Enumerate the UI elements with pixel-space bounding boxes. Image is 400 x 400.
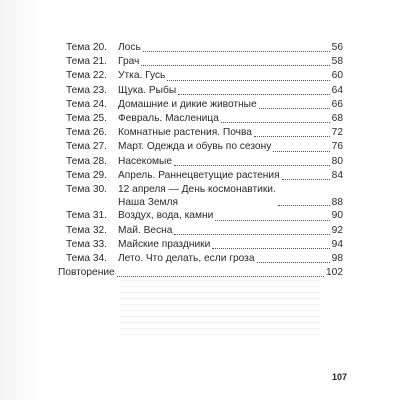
toc-topic-title: Апрель. Раннецветущие растения — [118, 169, 280, 181]
toc-review-title: Повторение — [58, 267, 115, 279]
toc-entry — [58, 55, 343, 69]
toc-topic-number: Тема 24. — [66, 98, 108, 110]
toc-page-number: 72 — [331, 127, 343, 139]
dot-leader — [167, 80, 329, 81]
toc-topic-title: Насекомые — [118, 155, 173, 167]
toc-page-number: 88 — [331, 197, 343, 209]
toc-topic-title: Грач — [118, 56, 140, 68]
toc-topic-title: Лось — [118, 42, 141, 53]
toc-page-number: 80 — [331, 155, 343, 167]
dot-leader — [143, 51, 330, 52]
toc-entry — [58, 155, 343, 169]
dot-leader — [257, 262, 330, 263]
toc-topic-number: Тема 32. — [66, 224, 108, 236]
toc-topic-title: Щука. Рыбы — [118, 84, 177, 96]
toc-entry — [58, 252, 343, 266]
toc-entry — [58, 69, 343, 83]
toc-page-number: 84 — [331, 169, 343, 181]
page-folio-number: 107 — [332, 372, 348, 382]
toc-page-number: 56 — [331, 42, 343, 53]
toc-topic-title: Воздух, вода, камни — [118, 210, 214, 222]
toc-page-number: 66 — [331, 98, 343, 110]
dot-leader — [141, 65, 329, 66]
toc-page-number: 76 — [331, 141, 343, 153]
toc-page-number: 98 — [331, 253, 343, 265]
toc-topic-title-line1: 12 апреля — День космонавтики. — [118, 184, 276, 196]
toc-entry — [58, 126, 343, 140]
toc-topic-number: Тема 21. — [66, 56, 108, 68]
toc-topic-number: Тема 27. — [66, 141, 108, 153]
toc-entry — [58, 169, 343, 183]
toc-entry — [58, 41, 343, 55]
toc-topic-number: Тема 26. — [66, 127, 108, 139]
toc-topic-title: Домашние и дикие животные — [118, 98, 257, 110]
toc-page-number: 90 — [331, 210, 343, 222]
toc-entry — [58, 209, 343, 223]
toc-topic-title: Утка. Гусь — [118, 70, 166, 82]
dot-leader — [215, 220, 329, 221]
toc-topic-title: Май. Весна — [118, 224, 173, 236]
toc-page-number: 92 — [331, 224, 343, 236]
toc-topic-title: Февраль. Масленица — [118, 113, 219, 125]
toc-topic-title: Майские праздники — [118, 238, 211, 250]
toc-page-number: 60 — [331, 70, 343, 82]
dot-leader — [178, 94, 330, 95]
toc-entry-review — [58, 266, 343, 280]
toc-page-number: 64 — [331, 84, 343, 96]
toc-entry — [58, 98, 343, 112]
toc-page-number: 94 — [331, 238, 343, 250]
toc-topic-title: Март. Одежда и обувь по сезону — [118, 141, 272, 153]
show-through-text — [120, 280, 320, 340]
toc-topic-title — [118, 183, 276, 209]
toc-topic-number: Тема 33. — [66, 238, 108, 250]
toc-topic-title: Лето. Что делать, если гроза — [118, 253, 255, 265]
toc-page-number: 58 — [331, 56, 343, 68]
dot-leader — [212, 248, 329, 249]
dot-leader — [254, 136, 330, 137]
dot-leader — [174, 234, 329, 235]
toc-page-number: 102 — [326, 267, 343, 279]
toc-topic-number: Тема 29. — [66, 169, 108, 181]
toc-page-number: 68 — [331, 113, 343, 125]
dot-leader — [174, 165, 330, 166]
toc-entry — [58, 140, 343, 154]
dot-leader — [259, 108, 330, 109]
toc-topic-number: Тема 31. — [66, 210, 108, 222]
toc-entry — [58, 238, 343, 252]
dot-leader — [278, 205, 330, 206]
toc-entry — [58, 224, 343, 238]
toc-entry — [58, 112, 343, 126]
toc-topic-title: Комнатные растения. Почва — [118, 127, 252, 139]
toc-topic-number: Тема 22. — [66, 70, 108, 82]
toc-topic-number: Тема 34. — [66, 253, 108, 265]
toc-topic-title-line2: Наша Земля — [118, 197, 178, 209]
toc-entry — [58, 183, 343, 209]
toc-topic-number: Тема 28. — [66, 155, 108, 167]
dot-leader — [282, 179, 330, 180]
dot-leader — [273, 151, 329, 152]
dot-leader — [117, 276, 324, 277]
toc-topic-number: Тема 23. — [66, 84, 108, 96]
dot-leader — [221, 122, 330, 123]
toc-topic-number: Тема 20. — [66, 42, 108, 53]
table-of-contents — [58, 41, 343, 280]
toc-topic-number: Тема 30. — [66, 184, 108, 196]
toc-topic-number: Тема 25. — [66, 113, 108, 125]
toc-entry — [58, 84, 343, 98]
